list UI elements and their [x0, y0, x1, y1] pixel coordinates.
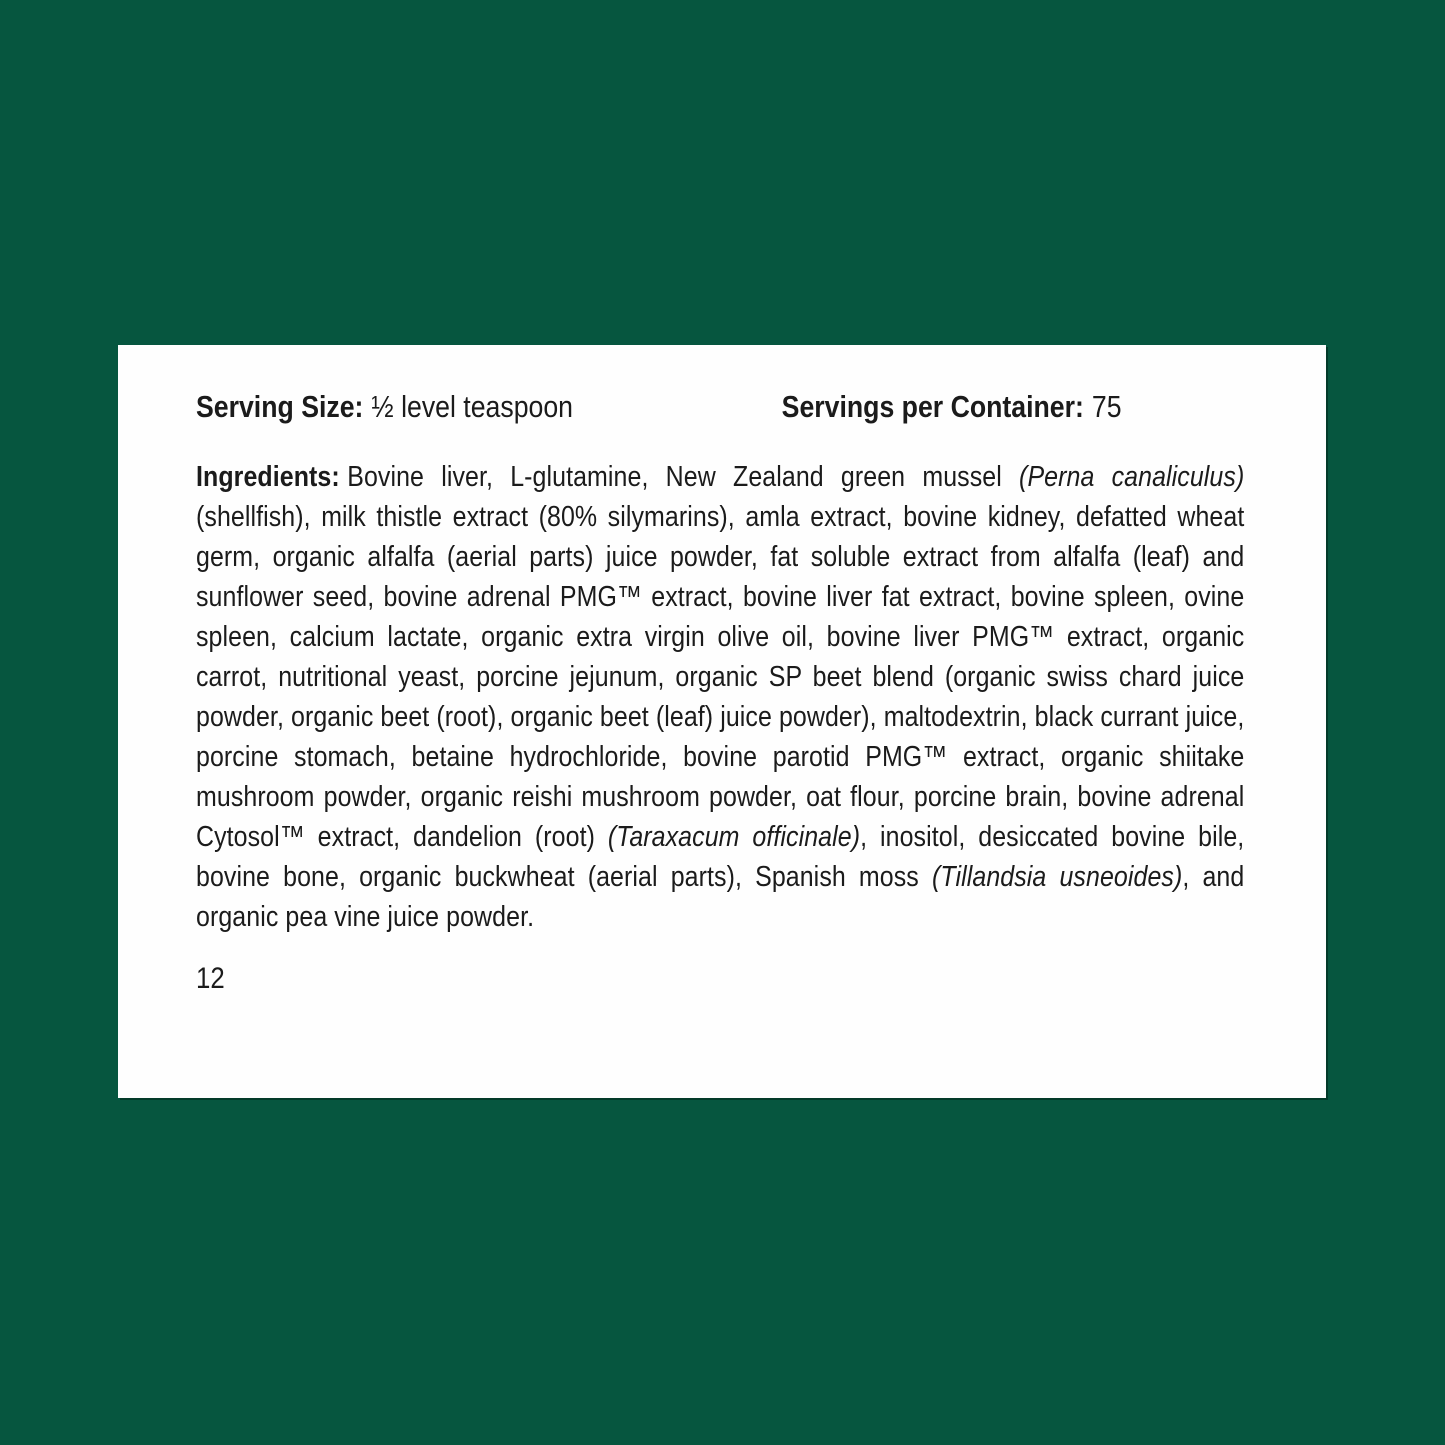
servings-per-container-value: 75 — [1091, 389, 1122, 424]
ingredients-text — [196, 461, 1244, 933]
ingredients-paragraph — [196, 457, 1244, 937]
ingredient-segment: , and organic pea vine juice powder. — [196, 861, 1245, 933]
panel-content — [196, 387, 1244, 999]
servings-per-container-label: Servings per Container: — [781, 389, 1084, 424]
serving-info-row — [196, 387, 1244, 427]
ingredient-segment: (Tillandsia usneoides) — [931, 861, 1183, 893]
ingredients-label: Ingredients: — [196, 461, 340, 493]
ingredient-segment: (Taraxacum officinale) — [607, 821, 861, 853]
page-number: 12 — [196, 962, 225, 995]
servings-per-container — [782, 387, 1245, 427]
serving-size-label: Serving Size: — [196, 389, 364, 424]
serving-size-value: ½ level teaspoon — [371, 389, 574, 424]
ingredient-segment: Bovine liver, L-glutamine, New Zealand green mussel — [347, 461, 1020, 493]
ingredient-segment: , inositol, desiccated bovine bile, bovine bone, organic buckwheat (aerial parts), Spanish moss — [196, 821, 1245, 893]
ingredient-segment: (Perna canaliculus) — [1019, 461, 1245, 493]
ingredient-segment: (shellfish), milk thistle extract (80% silymarins), amla extract, bovine kidney, defatted wheat germ, organic alfalfa (aerial parts) juice powder, fat soluble extract from alfalfa (leaf) and sunflower seed, bovine adrenal PMG™ extract, bovine liver fat extract, bovine spleen, ovine spleen, calcium lactate, organic extra virgin olive oil, bovine liver PMG™ extract, organic carrot, nutritional yeast, porcine jejunum, organic SP beet blend (organic swiss chard juice powder, organic beet (root), organic beet (leaf) juice powder), maltodextrin, black currant juice, porcine stomach, betaine hydrochloride, bovine parotid PMG™ extract, organic shiitake mushroom powder, organic reishi mushroom powder, oat flour, porcine brain, bovine adrenal Cytosol™ extract, dandelion (root) — [196, 501, 1245, 853]
serving-size — [196, 387, 782, 427]
ingredients-panel — [118, 345, 1326, 1098]
